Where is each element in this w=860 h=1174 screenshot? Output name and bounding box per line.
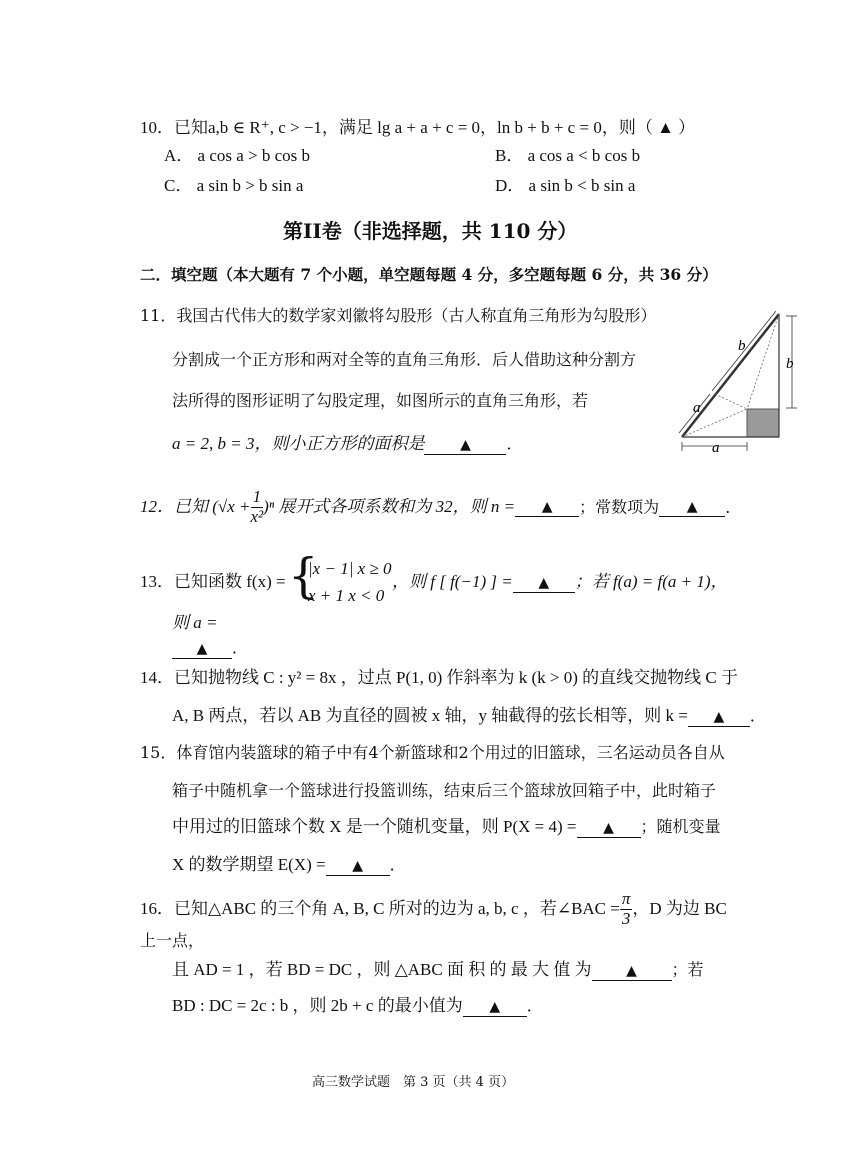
q15-line3 — [172, 817, 721, 838]
q11-period: ． — [506, 434, 523, 453]
q16-line3-pre: 且 AD = 1 ，若 BD = DC ，则 △ABC 面 积 的 最 大 值 为 — [172, 960, 592, 979]
q14-period: ． — [749, 706, 766, 725]
q16-line4-pre: BD : DC = 2c : b ，则 2b + c 的最小值为 — [172, 996, 463, 1015]
q10-stem: 10．已知a,b ∈ R⁺, c > −1，满足 lg a + a + c = 0，ln b + b + c = 0，则（ ▲ ） — [140, 118, 696, 137]
q12-mid2: ；常数项为 — [579, 497, 660, 517]
q12-frac-num: 1 — [251, 488, 264, 508]
answer-triangle: ▲ — [626, 963, 637, 979]
q16-line2: 上一点， — [140, 931, 205, 950]
answer-triangle: ▲ — [489, 999, 501, 1015]
q13-mid2: ；若 f(a) = f(a + 1)， — [574, 572, 728, 591]
q11-line3: 法所得的图形证明了勾股定理，如图所示的直角三角形，若 — [172, 391, 589, 410]
q15-period: ． — [389, 855, 406, 874]
q16-fraction — [620, 890, 633, 928]
answer-triangle: ▲ — [196, 641, 208, 657]
q14-line2-pre: A, B 两点，若以 AB 为直径的圆被 x 轴，y 轴截得的弦长相等，则 k = — [172, 706, 688, 725]
section2-heading: 二．填空题（本大题有 7 个小题，单空题每题 4 分，多空题每题 6 分，共 36 分） — [140, 265, 718, 284]
q14-answer-blank — [688, 708, 750, 727]
q12-frac-den: x² — [250, 506, 264, 526]
q10-option-a: A． a cos a > b cos b — [164, 146, 311, 165]
part2-title: 第II卷（非选择题，共 110 分） — [283, 219, 578, 243]
q15-line4-pre: X 的数学期望 E(X) = — [172, 855, 326, 874]
q10-option-c: C． a sin b > b sin a — [164, 176, 304, 195]
q13-period: ． — [232, 638, 249, 657]
q12-fraction — [251, 488, 264, 526]
q13-case1: |x − 1| x ≥ 0 — [308, 559, 392, 578]
q15-line2: 箱子中随机拿一个篮球进行投篮训练，结束后三个篮球放回箱子中，此时箱子 — [172, 781, 717, 800]
q13-case2: x + 1 x < 0 — [308, 586, 385, 605]
q15-line1: 15．体育馆内装篮球的箱子中有4个新篮球和2个用过的旧篮球，三名运动员各自从 — [140, 743, 725, 762]
answer-triangle: ▲ — [686, 498, 698, 515]
q16-frac-den: 3 — [621, 908, 631, 928]
answer-triangle: ▲ — [538, 575, 550, 591]
q11-condition: a = 2, b = 3，则小正方形的面积是 — [172, 434, 425, 453]
q16-line3 — [172, 960, 704, 981]
q16-period: ． — [526, 996, 543, 1015]
q11-answer-blank — [424, 436, 506, 455]
q13-mid1: ，则 f [ f(−1) ] = — [392, 572, 513, 591]
q12-line — [140, 488, 741, 526]
q11-line1: 11．我国古代伟大的数学家刘徽将勾股形（古人称直角三角形为勾股形） — [140, 306, 657, 325]
small-square — [747, 409, 779, 437]
q16-line1-pre: 16．已知△ABC 的三个角 A, B, C 所对的边为 a, b, c ，若∠BAC = — [140, 898, 620, 918]
q13-pre: 13．已知函数 f(x) = — [140, 572, 286, 591]
q15-answer-blank-2 — [326, 857, 390, 876]
q12-pre: 12．已知 (√x + — [140, 496, 251, 516]
answer-triangle: ▲ — [603, 820, 614, 836]
answer-triangle: ▲ — [460, 437, 471, 453]
label-b-right: b — [786, 356, 794, 372]
q11-line2: 分割成一个正方形和两对全等的直角三角形．后人借助这种分割方 — [172, 350, 637, 369]
page-footer: 高三数学试题 第 3 页（共 4 页） — [312, 1075, 515, 1090]
q12-answer-blank-1 — [515, 498, 579, 517]
q13-answer-blank-2 — [172, 640, 232, 659]
q15-answer-blank-1 — [577, 819, 641, 838]
dashed-line — [715, 394, 747, 409]
answer-triangle: ▲ — [541, 498, 553, 515]
q16-line1-post: ，D 为边 BC — [632, 898, 727, 918]
label-a-hyp: a — [693, 400, 701, 416]
label-a-bottom: a — [712, 440, 720, 456]
q16-line1 — [140, 890, 727, 928]
q11-triangle-figure — [672, 306, 807, 456]
q16-answer-blank-1 — [592, 962, 672, 981]
q16-answer-blank-2 — [463, 998, 527, 1017]
q11-line4 — [172, 434, 522, 455]
q15-line3-post: ；随机变量 — [640, 817, 721, 836]
q15-line4 — [172, 855, 406, 876]
q16-frac-num: π — [621, 889, 631, 908]
q10-option-d: D． a sin b < b sin a — [495, 176, 636, 195]
q16-line3-post: ；若 — [671, 960, 704, 979]
q12-period: ． — [725, 497, 742, 517]
answer-triangle: ▲ — [713, 709, 725, 725]
answer-triangle: ▲ — [352, 858, 363, 874]
q15-line3-pre: 中用过的旧篮球个数 X 是一个随机变量，则 P(X = 4) = — [172, 817, 577, 836]
q10-option-b: B． a cos a < b cos b — [495, 146, 641, 165]
q12-answer-blank-2 — [659, 498, 725, 517]
q14-line1: 14．已知抛物线 C : y² = 8x ，过点 P(1, 0) 作斜率为 k (k > 0) 的直线交抛物线 C 于 — [140, 668, 739, 687]
label-b-hyp: b — [738, 338, 746, 354]
q13-line3 — [172, 638, 248, 659]
q13-answer-blank-1 — [513, 574, 575, 593]
dashed-line — [747, 314, 779, 409]
piecewise-brace: { — [288, 548, 319, 604]
q16-line4 — [172, 996, 543, 1017]
q12-mid1: )ⁿ 展开式各项系数和为 32，则 n = — [263, 496, 516, 516]
q14-line2 — [172, 706, 766, 727]
q13-line1-rest — [392, 572, 728, 593]
q13-line2: 则 a = — [172, 613, 218, 632]
